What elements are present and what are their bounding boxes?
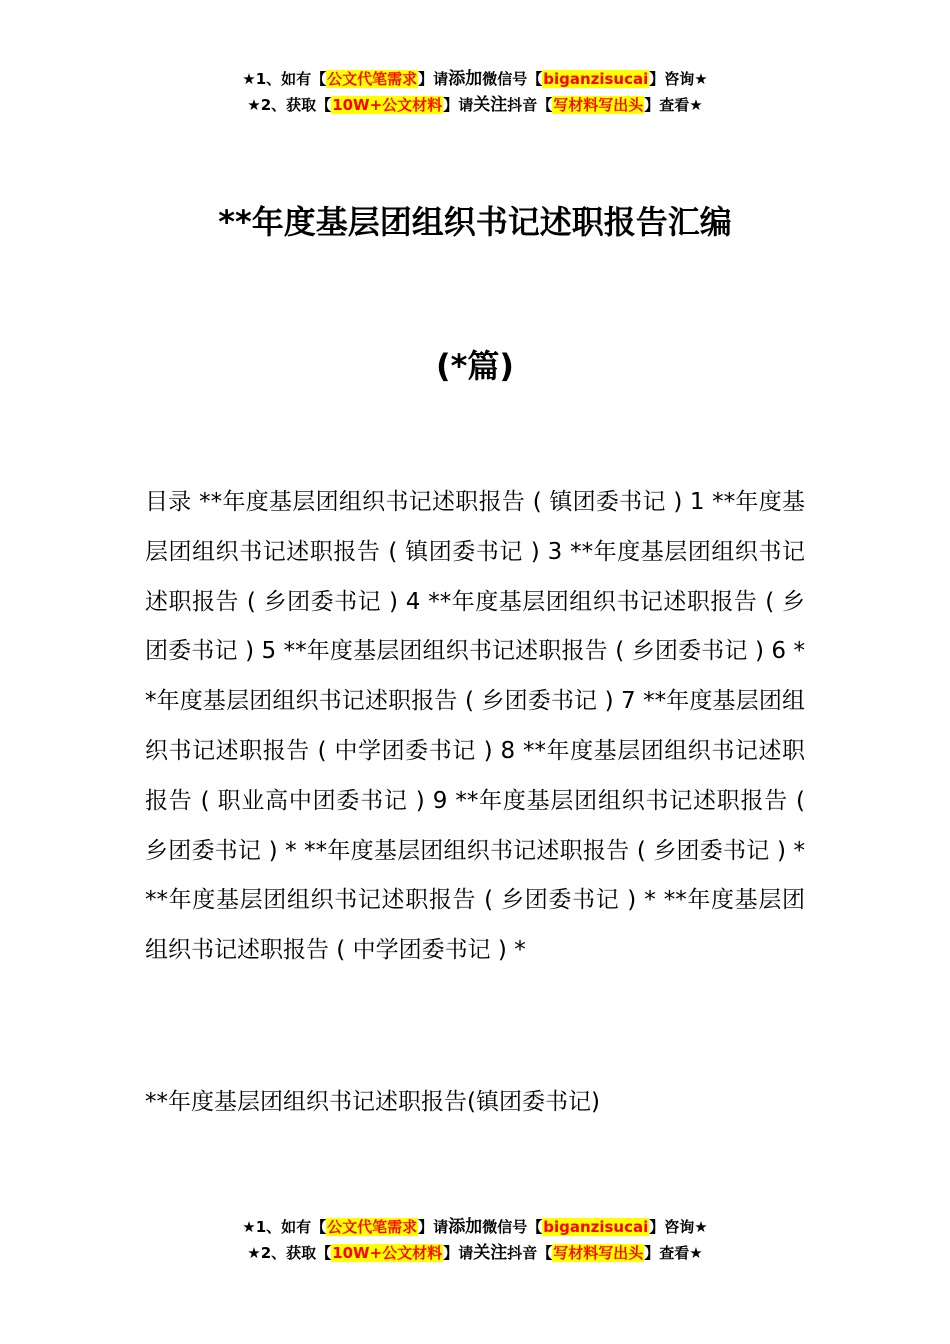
promo-text: 】请 [443, 96, 474, 114]
promo-douyin-id: 写材料写出头 [553, 96, 644, 114]
promo-highlight: 公文代笔需求 [327, 70, 418, 88]
promo-text: ★1、如有【 [242, 70, 327, 88]
table-of-contents: 目录 **年度基层团组织书记述职报告 ( 镇团委书记 ) 1 **年度基层团组织书记述职报告 ( 镇团委书记 ) 3 **年度基层团组织书记述职报告 ( 乡团委书记 ) 4 **年度基层团组织书记述职报告 ( 乡团委书记 ) 5 **年度基层团组织书记述职报告 ( 乡团委书记 ) 6 **年度基层团组织书记述职报告 ( 乡团委书记 ) 7 **年度基层团组织书记述职报告 ( 中学团委书记 ) 8 **年度基层团组织书记述职报告 ( 职业高中团委书记 ) 9 **年度基层团组织书记述职报告 ( 乡团委书记 ) * **年度基层团组织书记述职报告 ( 乡团委书记 ) * **年度基层团组织书记述职报告 ( 乡团委书记 ) * **年度基层团组织书记述职报告 ( 中学团委书记 ) * [145, 489, 805, 964]
promo-emphasis: 添加 [448, 1217, 483, 1237]
promo-wechat-id: biganzisucai [543, 70, 649, 88]
promo-wechat-id: biganzisucai [543, 1218, 649, 1236]
promo-text: ★1、如有【 [242, 1218, 327, 1236]
promo-banner-bottom [0, 1214, 950, 1266]
promo-line-2 [0, 1240, 950, 1266]
promo-text: 】查看★ [644, 1244, 703, 1262]
promo-text: 微信号【 [482, 70, 543, 88]
promo-text: ★2、获取【 [247, 1244, 332, 1262]
promo-text: 抖音【 [507, 96, 553, 114]
promo-text: 】查看★ [644, 96, 703, 114]
document-subtitle: (*篇) [436, 347, 514, 385]
promo-emphasis: 添加 [448, 69, 483, 89]
promo-highlight: 公文代笔需求 [327, 1218, 418, 1236]
promo-highlight: 10W+公文材料 [332, 96, 443, 114]
promo-text: 】请 [418, 1218, 449, 1236]
promo-highlight: 10W+公文材料 [332, 1244, 443, 1262]
promo-line-1 [0, 1214, 950, 1240]
promo-emphasis: 关注 [473, 1243, 508, 1263]
promo-text: 】咨询★ [649, 1218, 708, 1236]
promo-text: 】请 [418, 70, 449, 88]
promo-text: ★2、获取【 [247, 96, 332, 114]
promo-text: 抖音【 [507, 1244, 553, 1262]
promo-douyin-id: 写材料写出头 [553, 1244, 644, 1262]
promo-text: 微信号【 [482, 1218, 543, 1236]
promo-text: 】咨询★ [649, 70, 708, 88]
document-title: **年度基层团组织书记述职报告汇编 [218, 203, 732, 241]
promo-line-1 [0, 66, 950, 92]
promo-line-2 [0, 92, 950, 118]
promo-text: 】请 [443, 1244, 474, 1262]
promo-banner-top [0, 66, 950, 118]
section-heading: **年度基层团组织书记述职报告(镇团委书记) [145, 1089, 600, 1115]
promo-emphasis: 关注 [473, 95, 508, 115]
